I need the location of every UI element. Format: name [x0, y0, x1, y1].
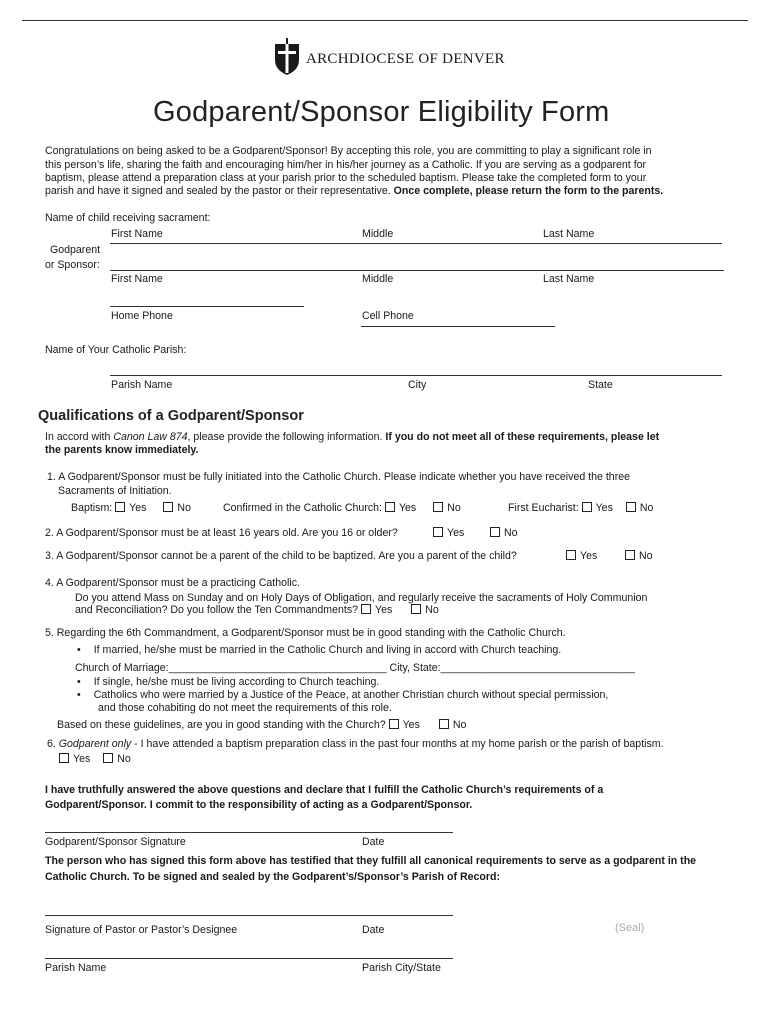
child-first-name-label: First Name — [111, 228, 163, 240]
home-phone-label: Home Phone — [111, 310, 173, 322]
q5-church-of-marriage: Church of Marriage:_____________________________________ City, State:_________________________________ — [75, 662, 636, 674]
home-phone-line[interactable] — [110, 306, 304, 307]
q3-no-checkbox[interactable] — [625, 550, 635, 560]
q6-options — [59, 753, 131, 767]
godparent-date-label: Date — [362, 836, 385, 848]
parish-name-signature-line[interactable] — [45, 958, 453, 959]
q1-confirmed-options — [223, 502, 461, 516]
page-title: Godparent/Sponsor Eligibility Form — [153, 96, 610, 128]
q6-rest: - I have attended a baptism preparation class in the past four months at my home parish or the parish of baptism. — [131, 738, 664, 750]
sig-parish-name-label: Parish Name — [45, 962, 107, 974]
child-name-line[interactable] — [110, 243, 722, 244]
archdiocese-crest-icon — [272, 38, 302, 76]
q5-bullet-2-text: If single, he/she must be living according to Church teaching. — [93, 676, 380, 688]
godparent-label-1: Godparent — [50, 244, 101, 256]
qualifications-intro-2: the parents know immediately. — [45, 444, 199, 456]
qual-intro-text-2: , please provide the following information. — [187, 431, 386, 443]
q5-bullet-1-text: If married, he/she must be married in the Catholic Church and living in accord with Church teaching. — [93, 644, 562, 656]
q5-bullet-3: • Catholics who were married by a Justice of the Peace, at another Christian church without special permission, — [77, 689, 609, 701]
q5-bullet-3-cont: and those cohabiting do not meet the requirements of this role. — [98, 702, 392, 714]
pastor-text-2: Catholic Church. To be signed and sealed by the Godparent’s/Sponsor’s Parish of Record: — [45, 871, 501, 883]
godparent-name-line[interactable] — [110, 270, 724, 271]
q5-bullet-1: • If married, he/she must be married in the Catholic Church and living in accord with Church teaching. — [77, 644, 562, 656]
q2-no-checkbox[interactable] — [490, 527, 500, 537]
q1-eucharist-label: First Eucharist: — [508, 502, 579, 514]
q5-bullet-3-text: Catholics who were married by a Justice of the Peace, at another Christian church without special permission, — [93, 689, 609, 701]
q1-baptism-no-checkbox[interactable] — [163, 502, 173, 512]
yes-label: Yes — [402, 719, 420, 731]
yes-label: Yes — [595, 502, 613, 514]
q1-eucharist-options — [508, 502, 653, 516]
intro-return-note: Once complete, please return the form to the parents. — [393, 185, 664, 197]
parish-state-label: State — [588, 379, 613, 391]
parish-name-label: Parish Name — [111, 379, 173, 391]
q6-number: 6. — [47, 738, 59, 750]
seal-placeholder: (Seal) — [615, 922, 645, 934]
godparent-signature-line[interactable] — [45, 832, 453, 833]
q3-text: 3. A Godparent/Sponsor cannot be a parent of the child to be baptized. Are you a parent of the child? — [45, 550, 517, 562]
q1-text-1: 1. A Godparent/Sponsor must be fully initiated into the Catholic Church. Please indicate whether you have received the three — [47, 471, 631, 483]
q4-question: and Reconciliation? Do you follow the Ten Commandments? — [75, 604, 359, 616]
q4-text-2: Do you attend Mass on Sunday and on Holy Days of Obligation, and regularly receive the sacraments of Holy Communion — [75, 592, 648, 604]
intro-line-4 — [45, 185, 663, 199]
q6-godparent-only: Godparent only — [58, 738, 132, 750]
q1-confirmed-no-checkbox[interactable] — [433, 502, 443, 512]
intro-line-1: Congratulations on being asked to be a Godparent/Sponsor! By accepting this role, you are committing to play a significant role in — [45, 145, 652, 157]
intro-line-2: this person’s life, sharing the faith and encouraging him/her in his/her journey as a Catholic. If you are serving as a godparent for — [45, 159, 647, 171]
q2-yes-checkbox[interactable] — [433, 527, 443, 537]
q6-yes-checkbox[interactable] — [59, 753, 69, 763]
q1-confirmed-yes-checkbox[interactable] — [385, 502, 395, 512]
no-label: No — [425, 604, 439, 616]
yes-label: Yes — [129, 502, 147, 514]
q3-yes-checkbox[interactable] — [566, 550, 576, 560]
cell-phone-line[interactable] — [361, 326, 555, 327]
q1-confirmed-label: Confirmed in the Catholic Church: — [223, 502, 382, 514]
top-border-line — [22, 20, 748, 21]
no-label: No — [447, 502, 461, 514]
no-label: No — [639, 502, 654, 514]
q1-baptism-yes-checkbox[interactable] — [115, 502, 125, 512]
org-name: ARCHDIOCESE OF DENVER — [306, 51, 505, 67]
godparent-label-2: or Sponsor: — [45, 259, 100, 271]
declaration-line-2: Godparent/Sponsor. I commit to the responsibility of acting as a Godparent/Sponsor. — [45, 799, 473, 811]
q1-text-2: Sacraments of Initiation. — [58, 485, 172, 497]
q4-yes-checkbox[interactable] — [361, 604, 371, 614]
intro-line-3: baptism, please attend a preparation class at your parish prior to the scheduled baptism. Please take the completed form to your — [45, 172, 647, 184]
sig-parish-city-label: Parish City/State — [362, 962, 441, 974]
no-label: No — [504, 527, 518, 539]
qual-intro-warning: If you do not meet all of these requirements, please let — [385, 431, 660, 443]
q5-question-text: Based on these guidelines, are you in good standing with the Church? — [57, 719, 386, 731]
parish-city-label: City — [408, 379, 427, 391]
q5-yes-checkbox[interactable] — [389, 719, 399, 729]
q1-eucharist-yes-checkbox[interactable] — [582, 502, 592, 512]
q2-text: 2. A Godparent/Sponsor must be at least 16 years old. Are you 16 or older? — [45, 527, 398, 539]
parish-line[interactable] — [110, 375, 722, 376]
qualifications-intro — [45, 431, 659, 445]
pastor-date-label: Date — [362, 924, 385, 936]
godparent-signature-label: Godparent/Sponsor Signature — [45, 836, 186, 848]
q5-bullet-2: • If single, he/she must be living according to Church teaching. — [77, 676, 380, 688]
q4-text-3 — [75, 604, 439, 618]
declaration-line-1: I have truthfully answered the above questions and declare that I fulfill the Catholic Church’s requirements of a — [45, 784, 604, 796]
intro-line-4-text: parish and have it signed and sealed by the pastor or their representative. — [45, 185, 394, 197]
yes-label: Yes — [73, 753, 91, 765]
pastor-signature-line[interactable] — [45, 915, 453, 916]
q5-text-1: 5. Regarding the 6th Commandment, a Godparent/Sponsor must be in good standing with the Catholic Church. — [45, 627, 566, 639]
q6-text — [47, 738, 664, 752]
child-middle-label: Middle — [362, 228, 394, 240]
q3-no — [625, 550, 653, 564]
godparent-last-name-label: Last Name — [543, 273, 595, 285]
q1-eucharist-no-checkbox[interactable] — [626, 502, 636, 512]
pastor-signature-label: Signature of Pastor or Pastor’s Designee — [45, 924, 238, 936]
yes-label: Yes — [398, 502, 417, 514]
no-label: No — [177, 502, 191, 514]
q6-no-checkbox[interactable] — [103, 753, 113, 763]
yes-label: Yes — [447, 527, 465, 539]
godparent-first-name-label: First Name — [111, 273, 163, 285]
no-label: No — [452, 719, 467, 731]
no-label: No — [117, 753, 131, 765]
pastor-text-1: The person who has signed this form above has testified that they fulfill all canonical requirements to serve as a godparent in the — [45, 855, 697, 867]
godparent-middle-label: Middle — [362, 273, 394, 285]
q4-text-1: 4. A Godparent/Sponsor must be a practicing Catholic. — [45, 577, 300, 589]
yes-label: Yes — [580, 550, 598, 562]
yes-label: Yes — [375, 604, 393, 616]
child-last-name-label: Last Name — [543, 228, 595, 240]
qual-intro-text: In accord with — [45, 431, 114, 443]
q1-options — [71, 502, 191, 516]
q1-baptism-label: Baptism: — [71, 502, 113, 514]
q2-yes — [433, 527, 464, 541]
q5-question — [57, 719, 466, 733]
child-name-label: Name of child receiving sacrament: — [45, 212, 211, 224]
cell-phone-label: Cell Phone — [362, 310, 414, 322]
no-label: No — [639, 550, 653, 562]
q4-no-checkbox[interactable] — [411, 604, 421, 614]
q2-no — [490, 527, 518, 541]
q3-yes — [566, 550, 597, 564]
q5-no-checkbox[interactable] — [439, 719, 449, 729]
logo — [272, 38, 505, 78]
parish-label: Name of Your Catholic Parish: — [45, 344, 187, 356]
canon-law-ref: Canon Law 874 — [113, 431, 188, 443]
qualifications-heading: Qualifications of a Godparent/Sponsor — [38, 408, 304, 424]
